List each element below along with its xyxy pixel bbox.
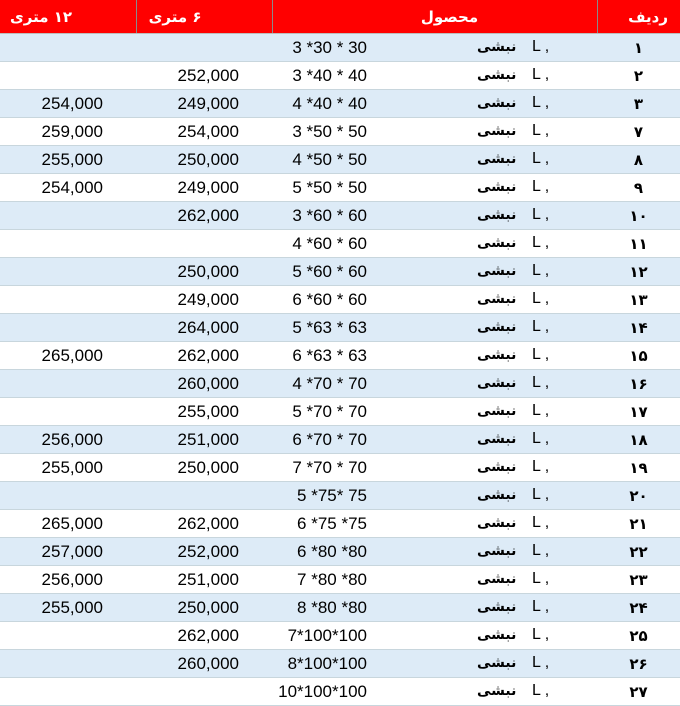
row-index: ۹	[597, 174, 680, 202]
profile-mark: L ,	[532, 486, 550, 503]
profile-mark: L ,	[532, 234, 550, 251]
table-row	[0, 482, 680, 510]
profile-mark: L ,	[532, 626, 550, 643]
price-6m: 251,000	[136, 566, 272, 594]
price-6m: 249,000	[136, 90, 272, 118]
table-row	[0, 342, 680, 370]
table-row	[0, 370, 680, 398]
table-row	[0, 286, 680, 314]
row-index: ۲۲	[597, 538, 680, 566]
product-type: نبشی	[477, 627, 517, 643]
price-6m: 262,000	[136, 342, 272, 370]
product-cell	[272, 594, 597, 622]
product-type: نبشی	[477, 263, 517, 279]
row-index: ۱۹	[597, 454, 680, 482]
table-body	[0, 34, 680, 706]
product-type: نبشی	[477, 67, 517, 83]
table-row	[0, 510, 680, 538]
header-row	[0, 0, 680, 34]
product-size: 8*100*100	[287, 654, 367, 673]
profile-mark: L ,	[532, 654, 550, 671]
product-cell	[272, 90, 597, 118]
row-index: ۲	[597, 62, 680, 90]
product-size: 4 *70 * 70	[292, 374, 367, 393]
product-cell	[272, 678, 597, 706]
table-row	[0, 34, 680, 62]
price-6m: 264,000	[136, 314, 272, 342]
table-row	[0, 146, 680, 174]
table-row	[0, 230, 680, 258]
product-size: 3 *50 * 50	[292, 122, 367, 141]
price-6m: 249,000	[136, 174, 272, 202]
product-cell	[272, 398, 597, 426]
product-size: 7*100*100	[287, 626, 367, 645]
profile-mark: L ,	[532, 570, 550, 587]
profile-mark: L ,	[532, 178, 550, 195]
product-type: نبشی	[477, 655, 517, 671]
product-cell	[272, 230, 597, 258]
product-size: 7 *80 *80	[297, 570, 367, 589]
product-type: نبشی	[477, 39, 517, 55]
product-cell	[272, 314, 597, 342]
product-type: نبشی	[477, 403, 517, 419]
table-row	[0, 594, 680, 622]
price-12m	[0, 398, 136, 426]
profile-mark: L ,	[532, 66, 550, 83]
price-6m: 262,000	[136, 622, 272, 650]
product-cell	[272, 174, 597, 202]
product-size: 6 *63 * 63	[292, 346, 367, 365]
product-size: 6 *70 * 70	[292, 430, 367, 449]
table-row	[0, 566, 680, 594]
product-type: نبشی	[477, 515, 517, 531]
row-index: ۱۵	[597, 342, 680, 370]
profile-mark: L ,	[532, 122, 550, 139]
product-size: 6 *75 *75	[297, 514, 367, 533]
product-size: 6 *60 * 60	[292, 290, 367, 309]
price-6m: 251,000	[136, 426, 272, 454]
profile-mark: L ,	[532, 598, 550, 615]
product-type: نبشی	[477, 431, 517, 447]
product-type: نبشی	[477, 543, 517, 559]
price-12m	[0, 622, 136, 650]
price-6m	[136, 678, 272, 706]
table-row	[0, 454, 680, 482]
price-6m: 252,000	[136, 538, 272, 566]
product-cell	[272, 202, 597, 230]
row-index: ۱۲	[597, 258, 680, 286]
product-type: نبشی	[477, 95, 517, 111]
row-index: ۲۵	[597, 622, 680, 650]
product-size: 7 *70 * 70	[292, 458, 367, 477]
product-size: 6 *80 *80	[297, 542, 367, 561]
row-index: ۱	[597, 34, 680, 62]
profile-mark: L ,	[532, 206, 550, 223]
price-6m	[136, 230, 272, 258]
price-6m: 255,000	[136, 398, 272, 426]
product-size: 5 *60 * 60	[292, 262, 367, 281]
row-index: ۱۴	[597, 314, 680, 342]
profile-mark: L ,	[532, 94, 550, 111]
price-12m	[0, 314, 136, 342]
price-12m: 255,000	[0, 146, 136, 174]
product-type: نبشی	[477, 375, 517, 391]
product-type: نبشی	[477, 291, 517, 307]
product-type: نبشی	[477, 599, 517, 615]
price-6m: 260,000	[136, 370, 272, 398]
product-cell	[272, 482, 597, 510]
row-index: ۳	[597, 90, 680, 118]
product-size: 5 *50 * 50	[292, 178, 367, 197]
product-size: 3 *60 * 60	[292, 206, 367, 225]
price-6m: 262,000	[136, 510, 272, 538]
price-6m: 262,000	[136, 202, 272, 230]
price-12m: 255,000	[0, 594, 136, 622]
price-6m: 250,000	[136, 146, 272, 174]
row-index: ۱۳	[597, 286, 680, 314]
row-index: ۲۰	[597, 482, 680, 510]
table-row	[0, 622, 680, 650]
row-index: ۱۷	[597, 398, 680, 426]
price-6m: 254,000	[136, 118, 272, 146]
price-12m: 254,000	[0, 174, 136, 202]
product-cell	[272, 62, 597, 90]
product-cell	[272, 370, 597, 398]
product-type: نبشی	[477, 179, 517, 195]
price-12m: 257,000	[0, 538, 136, 566]
row-index: ۲۷	[597, 678, 680, 706]
price-6m	[136, 34, 272, 62]
profile-mark: L ,	[532, 374, 550, 391]
header-12m: ۱۲ متری	[0, 0, 136, 34]
table-row	[0, 314, 680, 342]
row-index: ۲۳	[597, 566, 680, 594]
price-12m	[0, 34, 136, 62]
price-6m: 252,000	[136, 62, 272, 90]
table-row	[0, 426, 680, 454]
product-size: 4 *50 * 50	[292, 150, 367, 169]
price-12m: 256,000	[0, 426, 136, 454]
profile-mark: L ,	[532, 682, 550, 699]
price-12m: 254,000	[0, 90, 136, 118]
row-index: ۱۱	[597, 230, 680, 258]
price-12m	[0, 482, 136, 510]
table-row	[0, 118, 680, 146]
product-cell	[272, 286, 597, 314]
profile-mark: L ,	[532, 318, 550, 335]
row-index: ۸	[597, 146, 680, 174]
product-cell	[272, 118, 597, 146]
row-index: ۱۶	[597, 370, 680, 398]
product-size: 10*100*100	[278, 682, 367, 701]
profile-mark: L ,	[532, 458, 550, 475]
profile-mark: L ,	[532, 262, 550, 279]
header-index: ردیف	[597, 0, 680, 34]
header-6m: ۶ متری	[136, 0, 272, 34]
price-12m	[0, 650, 136, 678]
price-12m	[0, 678, 136, 706]
product-type: نبشی	[477, 151, 517, 167]
product-size: 3 *30 * 30	[292, 38, 367, 57]
price-12m	[0, 202, 136, 230]
profile-mark: L ,	[532, 402, 550, 419]
product-cell	[272, 342, 597, 370]
price-12m	[0, 370, 136, 398]
table-row	[0, 538, 680, 566]
product-type: نبشی	[477, 683, 517, 699]
price-12m	[0, 286, 136, 314]
row-index: ۱۰	[597, 202, 680, 230]
table-row	[0, 174, 680, 202]
table-row	[0, 678, 680, 706]
product-cell	[272, 258, 597, 286]
product-cell	[272, 538, 597, 566]
table-row	[0, 202, 680, 230]
product-type: نبشی	[477, 487, 517, 503]
table-row	[0, 650, 680, 678]
profile-mark: L ,	[532, 346, 550, 363]
row-index: ۱۸	[597, 426, 680, 454]
product-cell	[272, 146, 597, 174]
price-12m: 255,000	[0, 454, 136, 482]
row-index: ۲۴	[597, 594, 680, 622]
product-cell	[272, 510, 597, 538]
price-12m: 265,000	[0, 510, 136, 538]
product-cell	[272, 566, 597, 594]
product-cell	[272, 426, 597, 454]
price-12m: 259,000	[0, 118, 136, 146]
profile-mark: L ,	[532, 38, 550, 55]
price-12m: 265,000	[0, 342, 136, 370]
product-cell	[272, 650, 597, 678]
price-6m	[136, 482, 272, 510]
product-type: نبشی	[477, 319, 517, 335]
product-size: 5 *70 * 70	[292, 402, 367, 421]
row-index: ۲۶	[597, 650, 680, 678]
profile-mark: L ,	[532, 150, 550, 167]
profile-mark: L ,	[532, 514, 550, 531]
product-type: نبشی	[477, 235, 517, 251]
product-size: 4 *60 * 60	[292, 234, 367, 253]
product-cell	[272, 34, 597, 62]
table-row	[0, 258, 680, 286]
header-product: محصول	[272, 0, 597, 34]
table-row	[0, 62, 680, 90]
product-cell	[272, 622, 597, 650]
profile-mark: L ,	[532, 430, 550, 447]
product-type: نبشی	[477, 571, 517, 587]
table-row	[0, 398, 680, 426]
price-12m	[0, 258, 136, 286]
profile-mark: L ,	[532, 290, 550, 307]
price-6m: 250,000	[136, 594, 272, 622]
product-size: 5 *75* 75	[297, 486, 367, 505]
row-index: ۲۱	[597, 510, 680, 538]
product-size: 8 *80 *80	[297, 598, 367, 617]
profile-mark: L ,	[532, 542, 550, 559]
price-6m: 260,000	[136, 650, 272, 678]
product-size: 4 *40 * 40	[292, 94, 367, 113]
product-size: 3 *40 * 40	[292, 66, 367, 85]
price-6m: 249,000	[136, 286, 272, 314]
product-type: نبشی	[477, 123, 517, 139]
product-cell	[272, 454, 597, 482]
price-12m: 256,000	[0, 566, 136, 594]
table-row	[0, 90, 680, 118]
price-12m	[0, 230, 136, 258]
price-6m: 250,000	[136, 454, 272, 482]
product-type: نبشی	[477, 347, 517, 363]
product-type: نبشی	[477, 459, 517, 475]
product-size: 5 *63 * 63	[292, 318, 367, 337]
row-index: ۷	[597, 118, 680, 146]
price-6m: 250,000	[136, 258, 272, 286]
price-12m	[0, 62, 136, 90]
product-type: نبشی	[477, 207, 517, 223]
